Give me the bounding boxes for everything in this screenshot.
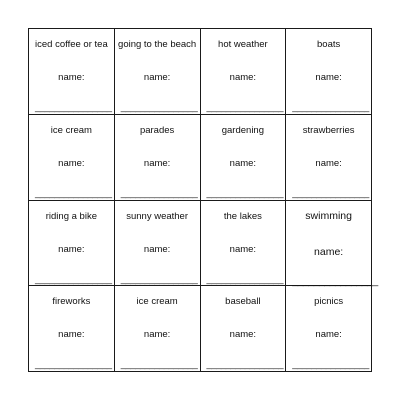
name-label: name: [58,157,85,169]
name-label: name: [143,72,171,83]
bingo-cell [29,29,115,115]
bingo-cell [115,201,201,287]
bingo-cell [29,201,115,287]
cell-prompt: boats [317,39,341,50]
name-blank-line: ________________ [120,187,198,199]
cell-prompt: strawberries [302,124,355,136]
cell-prompt: swimming [305,209,352,222]
bingo-cell [286,115,372,201]
bingo-cell [115,29,201,115]
name-label: name: [58,329,85,341]
name-label: name: [229,243,257,255]
cell-prompt: hot weather [218,39,268,50]
name-blank-line: ________________ [292,102,369,113]
name-blank-line: ________________ [206,102,284,113]
name-blank-line: ________________ [292,359,369,371]
cell-prompt: sunny weather [126,210,189,222]
name-blank-line: ________________ [292,187,369,199]
bingo-cell [201,201,287,287]
bingo-grid [28,28,378,372]
name-blank-line: ________________ [206,273,284,285]
bingo-cell [201,115,287,201]
name-label: name: [58,72,85,83]
bingo-cell [115,115,201,201]
bingo-cell [115,286,201,372]
name-label: name: [143,329,171,341]
name-blank-line: ________________ [35,273,112,285]
name-blank-line: ________________ [120,273,198,285]
name-label: name: [314,245,344,258]
bingo-cell [201,29,287,115]
cell-prompt: baseball [225,296,261,308]
bingo-cell [29,115,115,201]
name-blank-line: ________________ [120,102,198,113]
cell-prompt: going to the beach [118,39,197,50]
name-label: name: [229,157,257,169]
name-blank-line: ________________ [120,359,198,371]
cell-prompt: gardening [221,124,264,136]
name-blank-line: ________________ [206,359,284,371]
name-label: name: [143,157,171,169]
name-label: name: [58,243,85,255]
bingo-cell [286,286,372,372]
name-label: name: [315,329,342,341]
name-blank-line: ________________ [292,274,378,287]
name-label: name: [315,72,342,83]
bingo-cell [286,201,378,287]
cell-prompt: ice cream [50,124,92,136]
cell-prompt: parades [139,124,175,136]
name-label: name: [315,157,342,169]
name-label: name: [143,243,171,255]
cell-prompt: picnics [314,296,344,308]
cell-prompt: ice cream [136,296,178,308]
cell-prompt: the lakes [223,210,262,222]
name-label: name: [229,72,257,83]
cell-prompt: fireworks [52,296,91,308]
bingo-cell [201,286,287,372]
cell-prompt: riding a bike [45,210,97,222]
name-blank-line: ________________ [206,187,284,199]
cell-prompt: iced coffee or tea [35,39,108,50]
name-blank-line: ________________ [35,359,112,371]
name-blank-line: ________________ [35,102,112,113]
bingo-cell [286,29,372,115]
bingo-cell [29,286,115,372]
name-blank-line: ________________ [35,187,112,199]
name-label: name: [229,329,257,341]
